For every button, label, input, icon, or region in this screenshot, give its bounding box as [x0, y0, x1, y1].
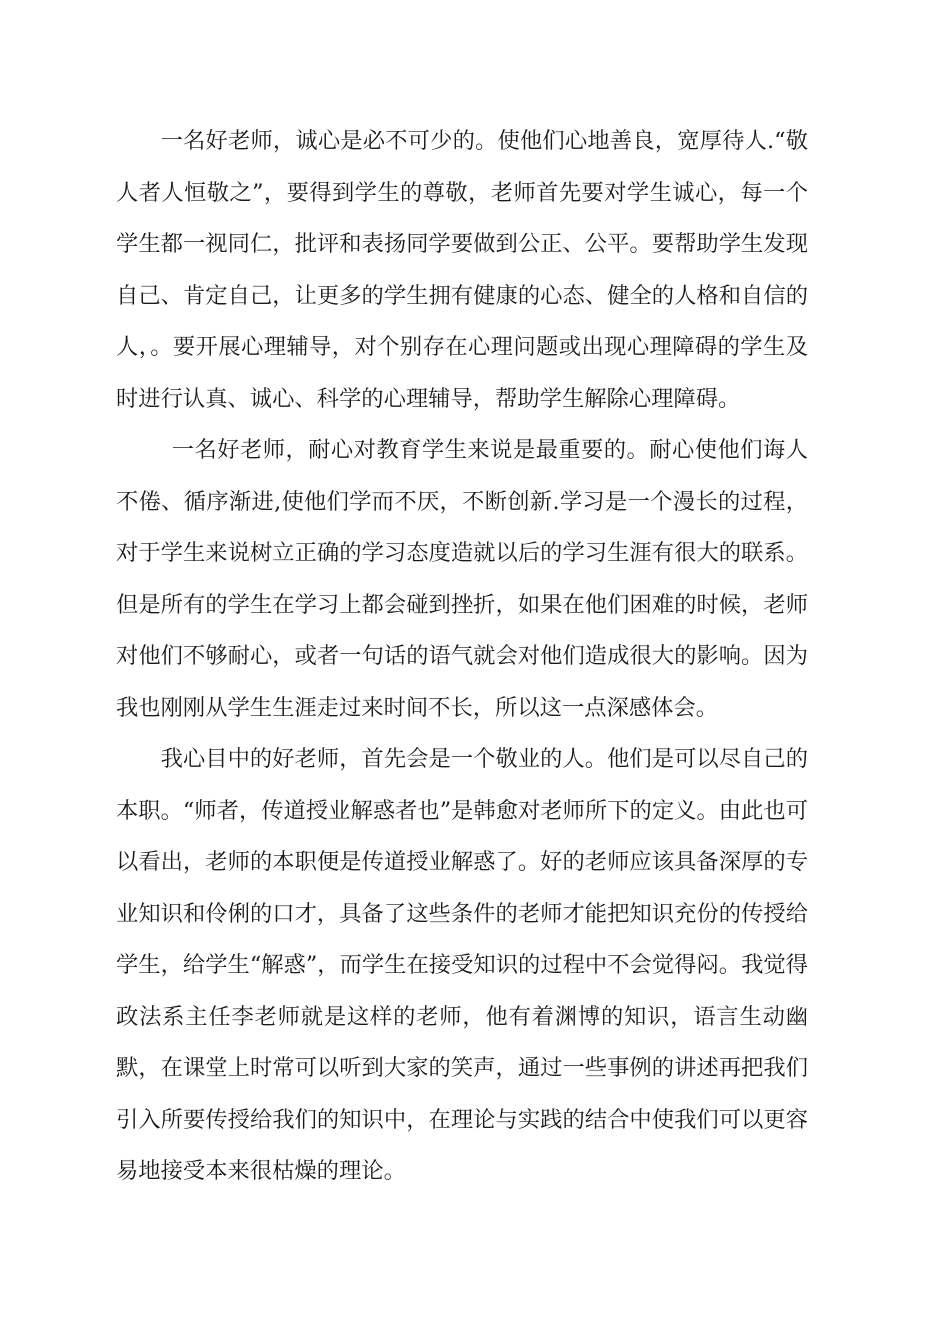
paragraph-patience: 一名好老师，耐心对教育学生来说是最重要的。耐心使他们诲人不倦、循序渐进,使他们学而不厌，不断创新.学习是一个漫长的过程，对于学生来说树立正确的学习态度造就以后的学习生涯有很大的联系。但是所有的学生在学习上都会碰到挫折，如果在他们困难的时候，老师对他们不够耐心，或者一句话的语气就会对他们造成很大的影响。因为我也刚刚从学生生涯走过来时间不长，所以这一点深感体会。: [116, 437, 808, 721]
paragraph-dedication: 我心目中的好老师，首先会是一个敬业的人。他们是可以尽自己的本职。“师者，传道授业解惑者也”是韩愈对老师所下的定义。由此也可以看出，老师的本职便是传道授业解惑了。好的老师应该具备深厚的专业知识和伶俐的口才，具备了这些条件的老师才能把知识充份的传授给学生，给学生“解惑”，而学生在接受知识的过程中不会觉得闷。我觉得政法系主任李老师就是这样的老师，他有着渊博的知识，语言生动幽默，在课堂上时常可以听到大家的笑声，通过一些事例的讲述再把我们引入所要传授给我们的知识中，在理论与实践的结合中使我们可以更容易地接受本来很枯燥的理论。: [116, 746, 808, 1184]
paragraph-sincerity: 一名好老师，诚心是必不可少的。使他们心地善良，宽厚待人.“敬人者人恒敬之”，要得到学生的尊敬，老师首先要对学生诚心，每一个学生都一视同仁，批评和表扬同学要做到公正、公平。要帮助学生发现自己、肯定自己，让更多的学生拥有健康的心态、健全的人格和自信的人，。要开展心理辅导，对个别存在心理问题或出现心理障碍的学生及时进行认真、诚心、科学的心理辅导，帮助学生解除心理障碍。: [116, 128, 808, 412]
document-body: [116, 116, 808, 1198]
